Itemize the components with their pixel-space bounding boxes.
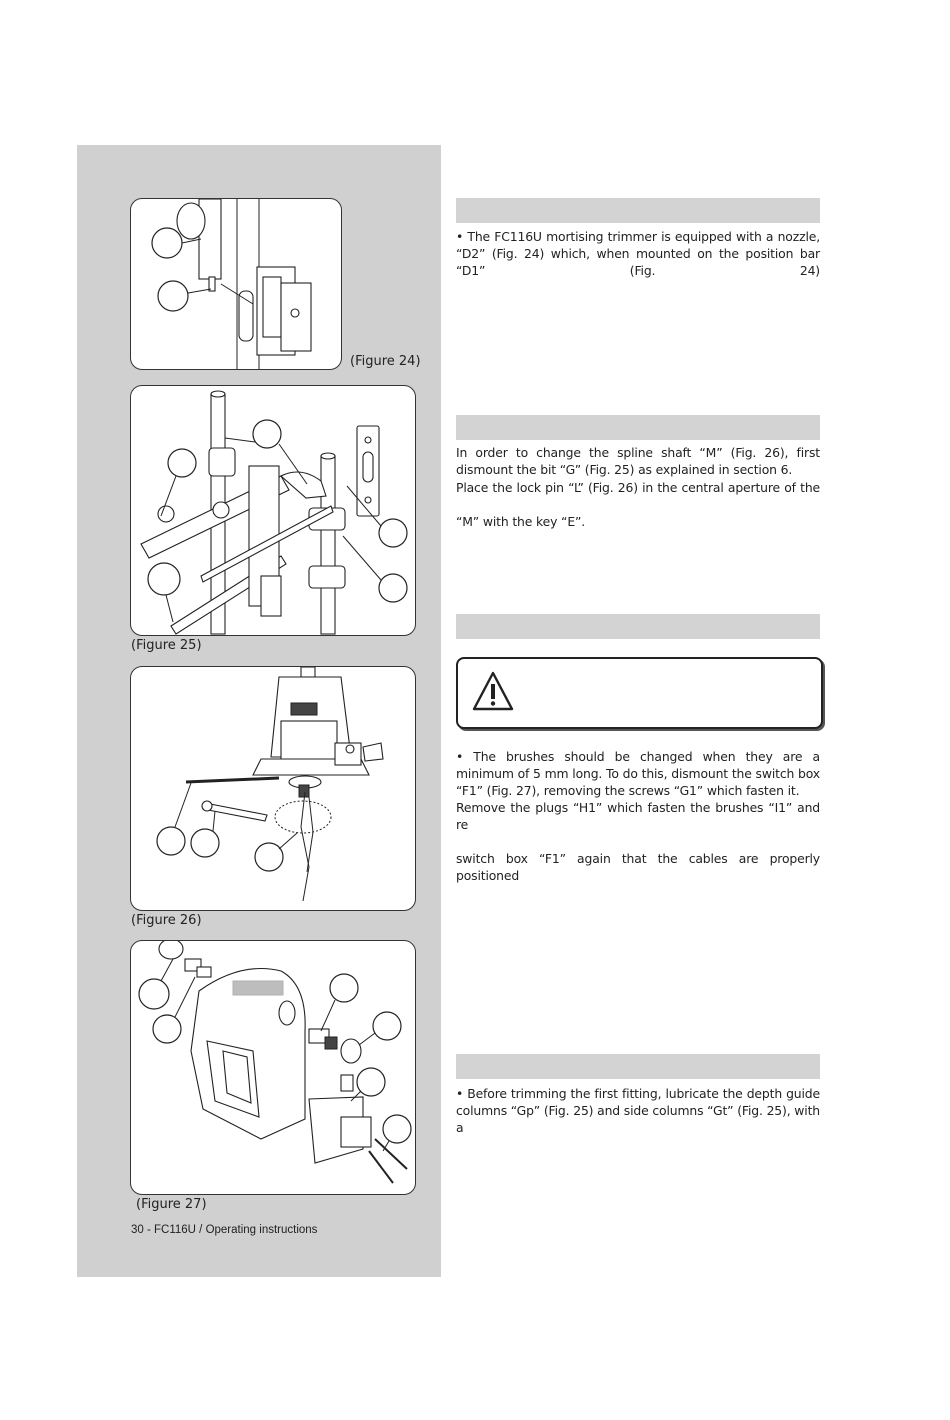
warning-triangle-icon bbox=[472, 671, 514, 711]
figure-24-illustration bbox=[130, 198, 342, 370]
figure-26-illustration bbox=[130, 666, 416, 911]
section3-paragraph1: • The brushes should be changed when they are a minimum of 5 mm long. To do this, dismount the switch box “F1” (Fig. 27), removing the screws “G1” which fasten it. bbox=[456, 749, 820, 798]
figure-27-illustration bbox=[130, 940, 416, 1195]
figure-24-drawing bbox=[131, 199, 341, 369]
section-header-bar-3 bbox=[456, 614, 820, 639]
figure-25-drawing bbox=[131, 386, 415, 635]
section-header-bar-2 bbox=[456, 415, 820, 440]
section2-line3: “M” with the key “E”. bbox=[456, 514, 586, 529]
figure-27-caption: (Figure 27) bbox=[136, 1197, 207, 1212]
warning-box bbox=[456, 657, 823, 729]
figure-26-caption: (Figure 26) bbox=[131, 913, 202, 928]
figure-24-caption: (Figure 24) bbox=[350, 354, 421, 369]
section-header-bar-1 bbox=[456, 198, 820, 223]
figure-26-drawing bbox=[131, 667, 415, 910]
figure-25-caption: (Figure 25) bbox=[131, 638, 202, 653]
section2-line1: In order to change the spline shaft “M” (Fig. 26), first dismount the bit “G” (Fig. 25) as explained in section 6. bbox=[456, 445, 820, 477]
figure-27-drawing bbox=[131, 941, 415, 1194]
section2-line2: Place the lock pin “L” (Fig. 26) in the central aperture of the bbox=[456, 480, 820, 495]
section3-paragraph2: Remove the plugs “H1” which fasten the brushes “I1” and re bbox=[456, 800, 820, 832]
figure-25-illustration bbox=[130, 385, 416, 636]
section3-paragraph3: switch box “F1” again that the cables are properly positioned bbox=[456, 851, 820, 883]
page-footer: 30 - FC116U / Operating instructions bbox=[131, 1224, 318, 1236]
section-header-bar-4 bbox=[456, 1054, 820, 1079]
section1-paragraph: • The FC116U mortising trimmer is equipped with a nozzle, “D2” (Fig. 24) which, when mounted on the position bar “D1” (Fig. 24) bbox=[456, 229, 820, 278]
section4-paragraph: • Before trimming the first fitting, lubricate the depth guide columns “Gp” (Fig. 25) and side columns “Gt” (Fig. 25), with a bbox=[456, 1086, 820, 1135]
